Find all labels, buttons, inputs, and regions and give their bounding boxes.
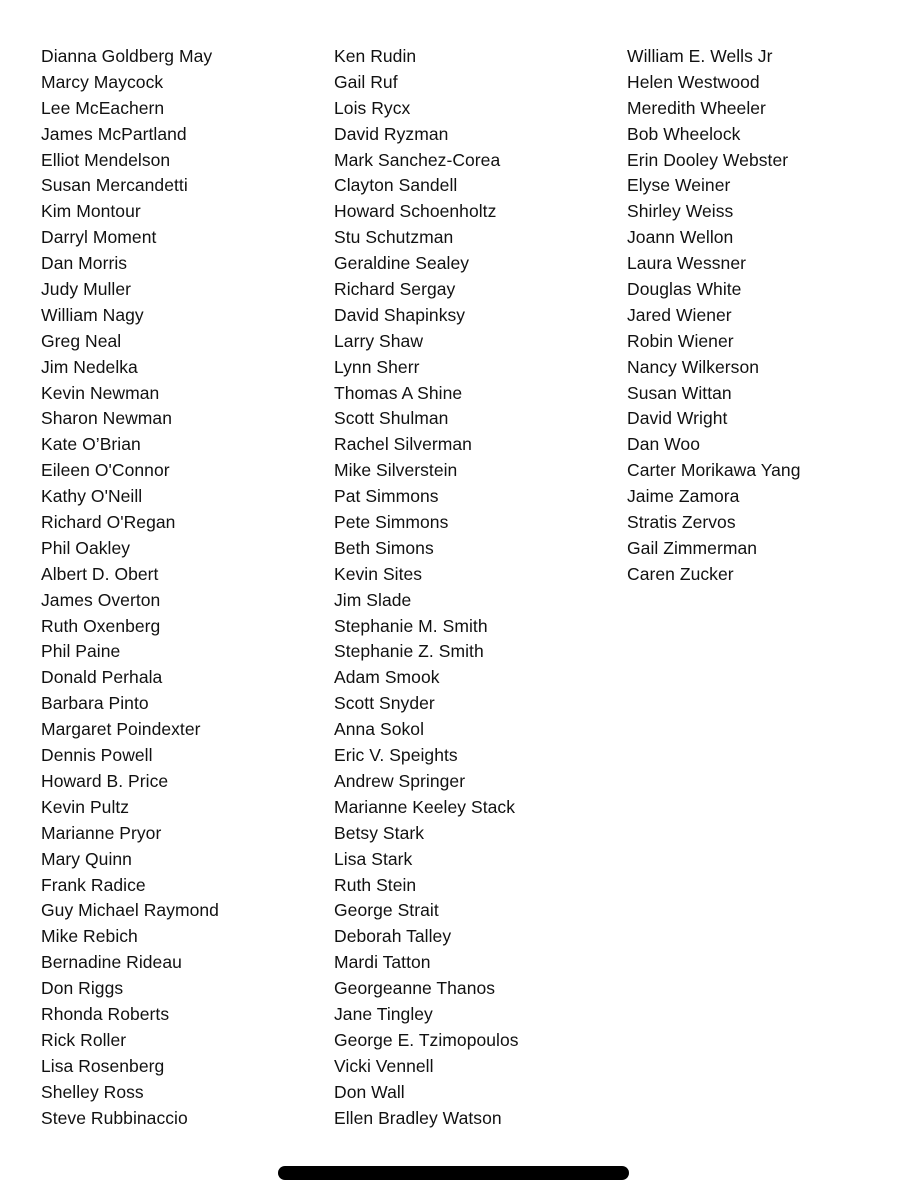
name-entry: Joann Wellon bbox=[627, 227, 734, 248]
name-entry: Shelley Ross bbox=[41, 1081, 144, 1102]
name-entry: Dianna Goldberg May bbox=[41, 46, 213, 66]
name-entry: Kate O’Brian bbox=[41, 434, 141, 455]
name-entry: Larry Shaw bbox=[334, 330, 424, 351]
name-entry: Beth Simons bbox=[334, 537, 434, 558]
name-entry: Steve Rubbinaccio bbox=[41, 1107, 188, 1128]
name-entry: William E. Wells Jr bbox=[627, 46, 773, 66]
name-entry: Clayton Sandell bbox=[334, 175, 458, 196]
name-entry: Vicki Vennell bbox=[334, 1055, 434, 1076]
name-entry: Nancy Wilkerson bbox=[627, 356, 760, 377]
name-entry: Bob Wheelock bbox=[627, 123, 741, 144]
name-entry: Ken Rudin bbox=[334, 46, 417, 66]
name-column-1 bbox=[41, 44, 219, 1131]
name-entry: David Ryzman bbox=[334, 123, 449, 144]
name-column-3 bbox=[627, 44, 800, 588]
name-entry: Sharon Newman bbox=[41, 408, 172, 429]
name-entry: Shirley Weiss bbox=[627, 201, 734, 222]
name-entry: Pat Simmons bbox=[334, 486, 439, 507]
name-entry: Frank Radice bbox=[41, 874, 146, 895]
name-entry: Howard Schoenholtz bbox=[334, 201, 497, 222]
name-entry: William Nagy bbox=[41, 304, 144, 325]
name-entry: Betsy Stark bbox=[334, 822, 425, 843]
name-entry: Carter Morikawa Yang bbox=[627, 460, 801, 481]
name-entry: James Overton bbox=[41, 589, 161, 610]
name-entry: Marianne Pryor bbox=[41, 822, 162, 843]
name-entry: Erin Dooley Webster bbox=[627, 149, 789, 170]
name-entry: Darryl Moment bbox=[41, 227, 157, 248]
name-entry: Stephanie Z. Smith bbox=[334, 641, 484, 662]
name-entry: Mardi Tatton bbox=[334, 952, 431, 973]
name-entry: Deborah Talley bbox=[334, 926, 452, 947]
name-entry: Margaret Poindexter bbox=[41, 719, 201, 740]
name-entry: Richard O'Regan bbox=[41, 512, 176, 533]
name-entry: Andrew Springer bbox=[334, 770, 466, 791]
name-entry: Kim Montour bbox=[41, 201, 141, 222]
name-entry: Caren Zucker bbox=[627, 563, 734, 584]
name-entry: Susan Mercandetti bbox=[41, 175, 188, 196]
name-entry: Marcy Maycock bbox=[41, 71, 164, 92]
name-entry: Barbara Pinto bbox=[41, 693, 149, 714]
name-entry: Mike Silverstein bbox=[334, 460, 458, 481]
name-entry: Meredith Wheeler bbox=[627, 97, 766, 118]
name-entry: Mike Rebich bbox=[41, 926, 138, 947]
name-entry: David Shapinksy bbox=[334, 304, 466, 325]
name-entry: Anna Sokol bbox=[334, 719, 425, 740]
name-entry: Ruth Oxenberg bbox=[41, 615, 161, 636]
name-entry: Don Riggs bbox=[41, 978, 124, 999]
name-entry: Marianne Keeley Stack bbox=[334, 796, 516, 817]
name-entry: Lee McEachern bbox=[41, 97, 165, 118]
name-entry: Howard B. Price bbox=[41, 770, 169, 791]
name-entry: Phil Paine bbox=[41, 641, 121, 662]
name-entry: Douglas White bbox=[627, 279, 742, 300]
name-entry: Kevin Pultz bbox=[41, 796, 130, 817]
name-entry: Jim Slade bbox=[334, 589, 412, 610]
name-column-2 bbox=[334, 44, 519, 1131]
name-entry: George E. Tzimopoulos bbox=[334, 1029, 519, 1050]
name-entry: Jaime Zamora bbox=[627, 486, 740, 507]
name-entry: Guy Michael Raymond bbox=[41, 900, 219, 921]
name-entry: Phil Oakley bbox=[41, 537, 131, 558]
name-entry: Mary Quinn bbox=[41, 848, 132, 869]
name-entry: Lisa Stark bbox=[334, 848, 413, 869]
name-entry: Stu Schutzman bbox=[334, 227, 454, 248]
name-entry: Pete Simmons bbox=[334, 512, 449, 533]
home-indicator-bar[interactable] bbox=[278, 1166, 629, 1180]
name-entry: Geraldine Sealey bbox=[334, 253, 470, 274]
name-entry: Greg Neal bbox=[41, 330, 122, 351]
name-entry: Judy Muller bbox=[41, 279, 132, 300]
name-entry: Rhonda Roberts bbox=[41, 1003, 170, 1024]
name-entry: Stratis Zervos bbox=[627, 512, 736, 533]
name-entry: Mark Sanchez-Corea bbox=[334, 149, 501, 170]
name-entry: Adam Smook bbox=[334, 667, 440, 688]
name-entry: Richard Sergay bbox=[334, 279, 456, 300]
name-entry: Jane Tingley bbox=[334, 1003, 433, 1024]
name-entry: Stephanie M. Smith bbox=[334, 615, 488, 636]
name-entry: Donald Perhala bbox=[41, 667, 163, 688]
name-entry: Ellen Bradley Watson bbox=[334, 1107, 502, 1128]
name-entry: James McPartland bbox=[41, 123, 187, 144]
name-entry: Eric V. Speights bbox=[334, 745, 458, 766]
name-entry: Jared Wiener bbox=[627, 304, 732, 325]
name-entry: Robin Wiener bbox=[627, 330, 734, 351]
name-entry: Scott Shulman bbox=[334, 408, 449, 429]
name-entry: Dan Woo bbox=[627, 434, 700, 455]
name-entry: Georgeanne Thanos bbox=[334, 978, 496, 999]
name-entry: Kevin Sites bbox=[334, 563, 423, 584]
name-entry: Dennis Powell bbox=[41, 745, 153, 766]
name-entry: David Wright bbox=[627, 408, 728, 429]
name-entry: Rick Roller bbox=[41, 1029, 127, 1050]
name-entry: Elyse Weiner bbox=[627, 175, 731, 196]
name-entry: Gail Zimmerman bbox=[627, 537, 758, 558]
name-entry: Helen Westwood bbox=[627, 71, 760, 92]
name-entry: Ruth Stein bbox=[334, 874, 417, 895]
name-entry: George Strait bbox=[334, 900, 439, 921]
name-entry: Rachel Silverman bbox=[334, 434, 472, 455]
name-entry: Thomas A Shine bbox=[334, 382, 463, 403]
name-entry: Albert D. Obert bbox=[41, 563, 159, 584]
name-entry: Elliot Mendelson bbox=[41, 149, 171, 170]
name-entry: Laura Wessner bbox=[627, 253, 746, 274]
name-entry: Gail Ruf bbox=[334, 71, 398, 92]
name-entry: Jim Nedelka bbox=[41, 356, 138, 377]
name-entry: Susan Wittan bbox=[627, 382, 732, 403]
name-entry: Lisa Rosenberg bbox=[41, 1055, 165, 1076]
name-entry: Dan Morris bbox=[41, 253, 128, 274]
name-entry: Bernadine Rideau bbox=[41, 952, 182, 973]
name-entry: Don Wall bbox=[334, 1081, 405, 1102]
name-entry: Lois Rycx bbox=[334, 97, 411, 118]
name-entry: Lynn Sherr bbox=[334, 356, 420, 377]
name-entry: Kathy O'Neill bbox=[41, 486, 143, 507]
name-entry: Scott Snyder bbox=[334, 693, 435, 714]
name-entry: Kevin Newman bbox=[41, 382, 160, 403]
name-entry: Eileen O'Connor bbox=[41, 460, 170, 481]
